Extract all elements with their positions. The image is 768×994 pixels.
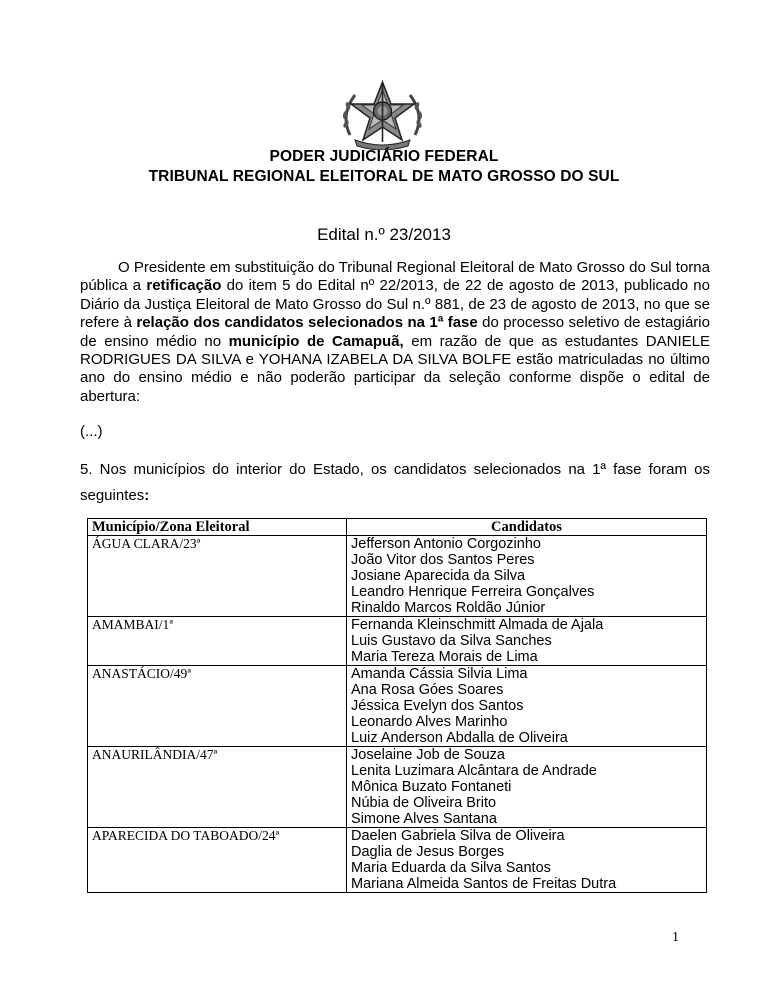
table-row <box>88 536 707 617</box>
candidate-name: Josiane Aparecida da Silva <box>351 568 526 584</box>
municipio-cell: ANAURILÂNDIA/47ª <box>88 747 347 828</box>
table-row <box>88 747 707 828</box>
brazil-coat-of-arms-icon <box>330 80 435 150</box>
table-row <box>88 666 707 747</box>
intro-bold-3: município de Camapuã, <box>228 332 404 350</box>
candidate-name: Luiz Anderson Abdalla de Oliveira <box>351 730 568 746</box>
municipio-cell: ÁGUA CLARA/23ª <box>88 536 347 617</box>
table-row <box>88 617 707 666</box>
candidatos-cell <box>347 617 707 666</box>
candidate-name: Jefferson Antonio Corgozinho <box>351 536 541 552</box>
intro-text-4: em razão de que as estudantes DANIELE RODRIGUES DA SILVA e YOHANA IZABELA DA SILVA BOLFE estão matriculadas no último ano do ensino médio e não poderão participar da seleção conforme dispõe o edital de abertura: <box>80 332 710 405</box>
municipio-cell: APARECIDA DO TABOADO/24ª <box>88 828 347 893</box>
candidate-name: Joselaine Job de Souza <box>351 747 505 763</box>
candidatos-cell <box>347 828 707 893</box>
intro-paragraph <box>80 259 710 406</box>
column-header-municipio: Município/Zona Eleitoral <box>88 519 347 536</box>
column-header-candidatos: Candidatos <box>347 519 707 536</box>
candidate-name: Luis Gustavo da Silva Sanches <box>351 633 552 649</box>
intro-bold-1: retificação <box>146 277 222 295</box>
candidate-name: Leonardo Alves Marinho <box>351 714 508 730</box>
page-number: 1 <box>672 930 679 945</box>
ellipsis-marker: (...) <box>80 423 103 440</box>
municipio-cell: AMAMBAI/1ª <box>88 617 347 666</box>
candidate-name: Amanda Cássia Silvia Lima <box>351 666 528 682</box>
candidatos-cell <box>347 536 707 617</box>
candidate-name: Leandro Henrique Ferreira Gonçalves <box>351 584 595 600</box>
candidate-name: Daglia de Jesus Borges <box>351 844 505 860</box>
intro-bold-2: relação dos candidatos selecionados na 1ª fase <box>136 314 478 332</box>
item5-paragraph <box>80 457 710 509</box>
intro-text-2: do item 5 do Edital nº 22/2013, de 22 de agosto de 2013, publicado no Diário da Justiça Eleitoral de Mato Grosso do Sul n.º 881, de 23 de agosto de 2013, no que se refere à <box>80 277 710 332</box>
candidate-name: Rinaldo Marcos Roldão Júnior <box>351 600 546 616</box>
candidatos-cell <box>347 747 707 828</box>
org-name-line2: TRIBUNAL REGIONAL ELEITORAL DE MATO GROSSO DO SUL <box>148 168 620 185</box>
candidate-name: Maria Tereza Morais de Lima <box>351 649 538 665</box>
candidate-name: Fernanda Kleinschmitt Almada de Ajala <box>351 617 604 633</box>
candidate-name: Mariana Almeida Santos de Freitas Dutra <box>351 876 617 892</box>
org-name-line1: PODER JUDICIÁRIO FEDERAL <box>269 148 499 165</box>
candidate-name: Daelen Gabriela Silva de Oliveira <box>351 828 565 844</box>
intro-text-3: do processo seletivo de estagiário de ensino médio no <box>80 314 710 350</box>
candidates-table <box>87 518 707 893</box>
item5-colon: : <box>144 487 150 504</box>
item5-text: 5. Nos municípios do interior do Estado, os candidatos selecionados na 1ª fase foram os seguintes <box>80 461 710 504</box>
document-title: Edital n.º 23/2013 <box>317 225 451 244</box>
municipio-cell: ANASTÁCIO/49ª <box>88 666 347 747</box>
candidatos-cell <box>347 666 707 747</box>
table-row <box>88 828 707 893</box>
table-header-row <box>88 519 707 536</box>
candidate-name: Jéssica Evelyn dos Santos <box>351 698 524 714</box>
candidate-name: Lenita Luzimara Alcântara de Andrade <box>351 763 597 779</box>
candidate-name: Mônica Buzato Fontaneti <box>351 779 512 795</box>
intro-text-1: O Presidente em substituição do Tribunal Regional Eleitoral de Mato Grosso do Sul torna pública a <box>80 259 710 295</box>
candidate-name: João Vitor dos Santos Peres <box>351 552 535 568</box>
candidate-name: Simone Alves Santana <box>351 811 497 827</box>
candidate-name: Maria Eduarda da Silva Santos <box>351 860 551 876</box>
candidate-name: Ana Rosa Góes Soares <box>351 682 504 698</box>
candidate-name: Núbia de Oliveira Brito <box>351 795 497 811</box>
